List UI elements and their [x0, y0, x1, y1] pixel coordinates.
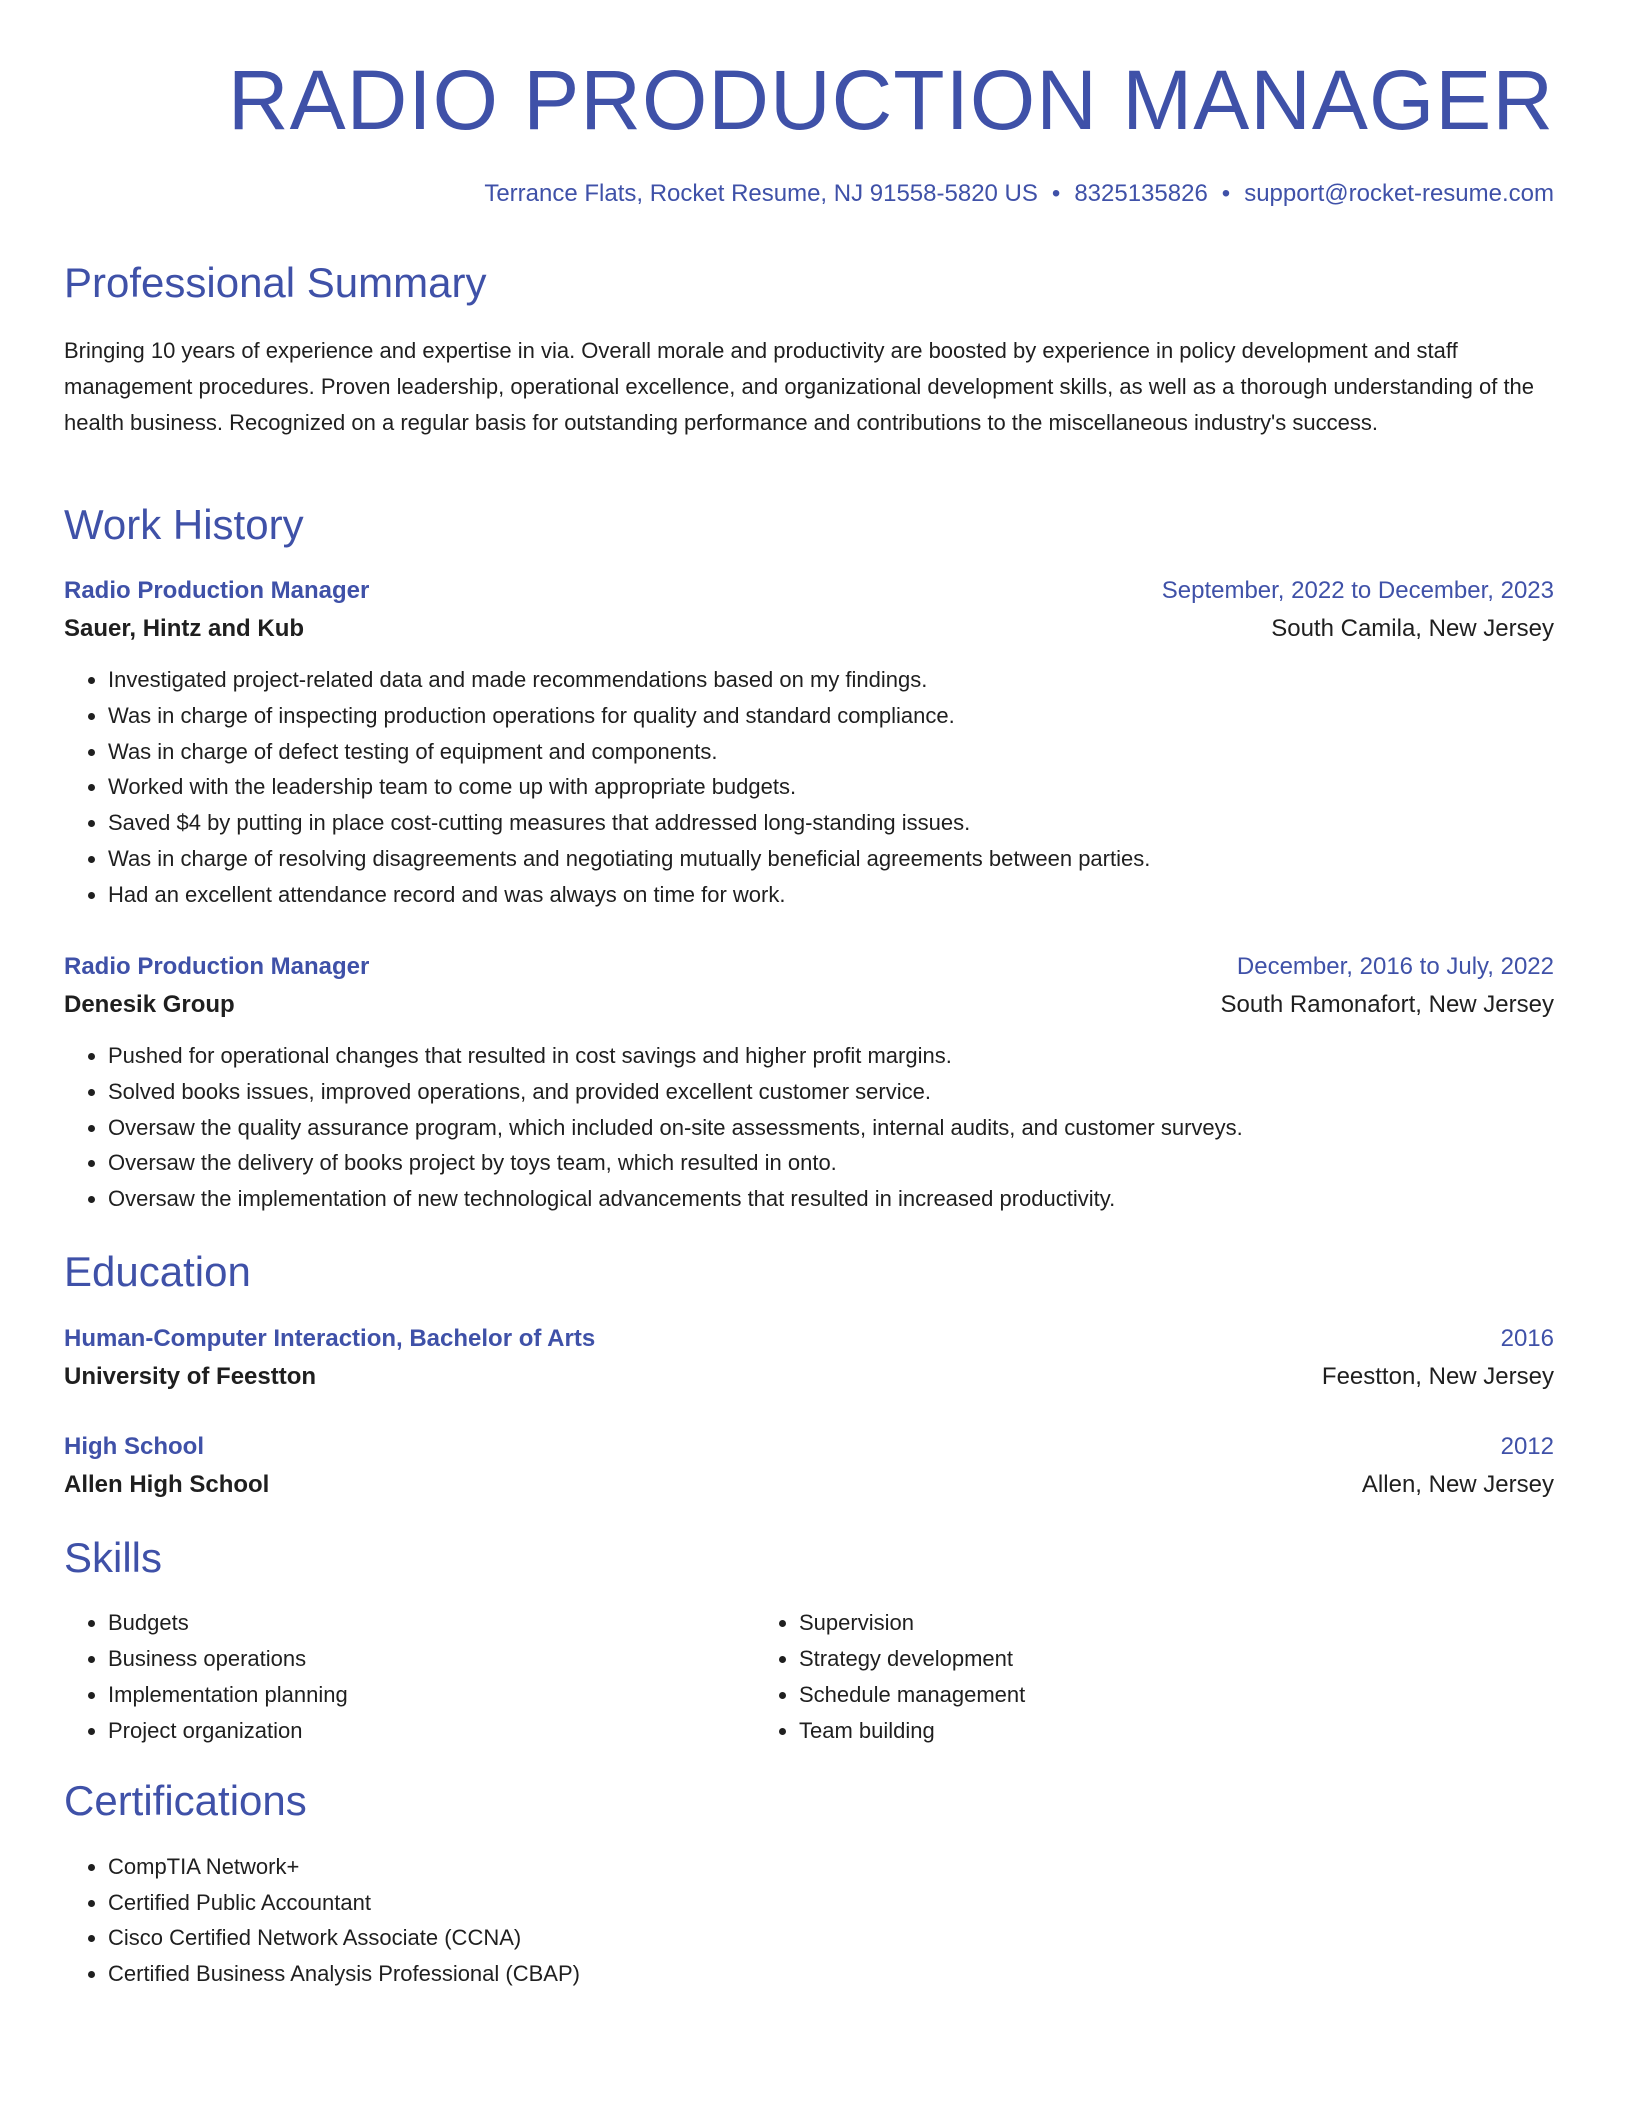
list-item: • Oversaw the quality assurance program, which included on-site assessments, internal audits, and customer surveys. [108, 1110, 1554, 1146]
education-school: University of Feestton [64, 1363, 317, 1390]
list-item: • Investigated project-related data and made recommendations based on my findings. [108, 662, 1554, 698]
education-location: Allen, New Jersey [1361, 1471, 1554, 1498]
list-item: • Was in charge of inspecting production operations for quality and standard compliance. [108, 698, 1554, 734]
job-location: South Camila, New Jersey [1271, 615, 1554, 642]
education-school: Allen High School [64, 1471, 270, 1498]
certification-item: • Certified Business Analysis Professional (CBAP) [108, 1956, 580, 1992]
contact-email: support@rocket-resume.com [1244, 180, 1554, 207]
contact-phone: 8325135826 [1074, 180, 1208, 207]
skill-item: • Project organization [108, 1713, 755, 1749]
job-company: Denesik Group [64, 991, 235, 1018]
skills-list-right [755, 1605, 1446, 1749]
education-degree: Human-Computer Interaction, Bachelor of Arts [64, 1325, 596, 1352]
skill-item: • Strategy development [799, 1641, 1446, 1677]
job-entry [64, 948, 1554, 1217]
summary-text: Bringing 10 years of experience and expertise in via. Overall morale and productivity are boosted by experience in policy development and staff management procedures. Proven leadership, operational excellence, and organizational development skills, as well as a thorough understanding of the health business. Recognized on a regular basis for outstanding performance and contributions to the miscellaneous industry's success. [64, 338, 1535, 435]
skill-item: • Budgets [108, 1605, 755, 1641]
skills-list-left [64, 1605, 755, 1749]
list-item: • Pushed for operational changes that resulted in cost savings and higher profit margins. [108, 1038, 1554, 1074]
skill-item: • Business operations [108, 1641, 755, 1677]
contact-separator: • [1221, 180, 1231, 207]
list-item: • Had an excellent attendance record and was always on time for work. [108, 877, 1554, 913]
work-history-heading: Work History [64, 501, 304, 548]
list-item: • Was in charge of resolving disagreements and negotiating mutually beneficial agreements between parties. [108, 841, 1554, 877]
education-entry [64, 1320, 1554, 1396]
education-location: Feestton, New Jersey [1321, 1363, 1554, 1390]
education-year: 2016 [1500, 1325, 1554, 1352]
summary-heading: Professional Summary [64, 259, 487, 306]
contact-address: Terrance Flats, Rocket Resume, NJ 91558-5820 US [484, 180, 1038, 207]
job-bullets [64, 1038, 1554, 1217]
skills-heading: Skills [64, 1534, 163, 1581]
certification-item: • Cisco Certified Network Associate (CCNA) [108, 1920, 580, 1956]
education-entry [64, 1428, 1554, 1504]
job-company: Sauer, Hintz and Kub [64, 615, 305, 642]
list-item: • Solved books issues, improved operations, and provided excellent customer service. [108, 1074, 1554, 1110]
certification-item: • Certified Public Accountant [108, 1885, 580, 1921]
certifications-list [64, 1849, 580, 1991]
education-degree: High School [64, 1433, 204, 1460]
job-dates: September, 2022 to December, 2023 [1161, 577, 1554, 604]
skill-item: • Team building [799, 1713, 1446, 1749]
list-item: • Was in charge of defect testing of equipment and components. [108, 734, 1554, 770]
certifications-heading: Certifications [64, 1777, 307, 1824]
job-entry [64, 572, 1554, 913]
list-item: • Oversaw the implementation of new technological advancements that resulted in increased productivity. [108, 1181, 1554, 1217]
skill-item: • Implementation planning [108, 1677, 755, 1713]
list-item: • Saved $4 by putting in place cost-cutting measures that addressed long-standing issues. [108, 805, 1554, 841]
contact-line [484, 180, 1554, 208]
education-heading: Education [64, 1248, 251, 1295]
skill-item: • Schedule management [799, 1677, 1446, 1713]
skills-columns [64, 1605, 1554, 1749]
job-location: South Ramonafort, New Jersey [1220, 991, 1554, 1018]
contact-separator: • [1051, 180, 1061, 207]
list-item: • Worked with the leadership team to come up with appropriate budgets. [108, 769, 1554, 805]
list-item: • Oversaw the delivery of books project by toys team, which resulted in onto. [108, 1145, 1554, 1181]
resume-title: RADIO PRODUCTION MANAGER [227, 53, 1554, 147]
education-year: 2012 [1500, 1433, 1554, 1460]
skill-item: • Supervision [799, 1605, 1446, 1641]
job-dates: December, 2016 to July, 2022 [1236, 953, 1554, 980]
job-bullets [64, 662, 1554, 913]
certification-item: • CompTIA Network+ [108, 1849, 580, 1885]
job-title: Radio Production Manager [64, 953, 370, 980]
job-title: Radio Production Manager [64, 577, 370, 604]
